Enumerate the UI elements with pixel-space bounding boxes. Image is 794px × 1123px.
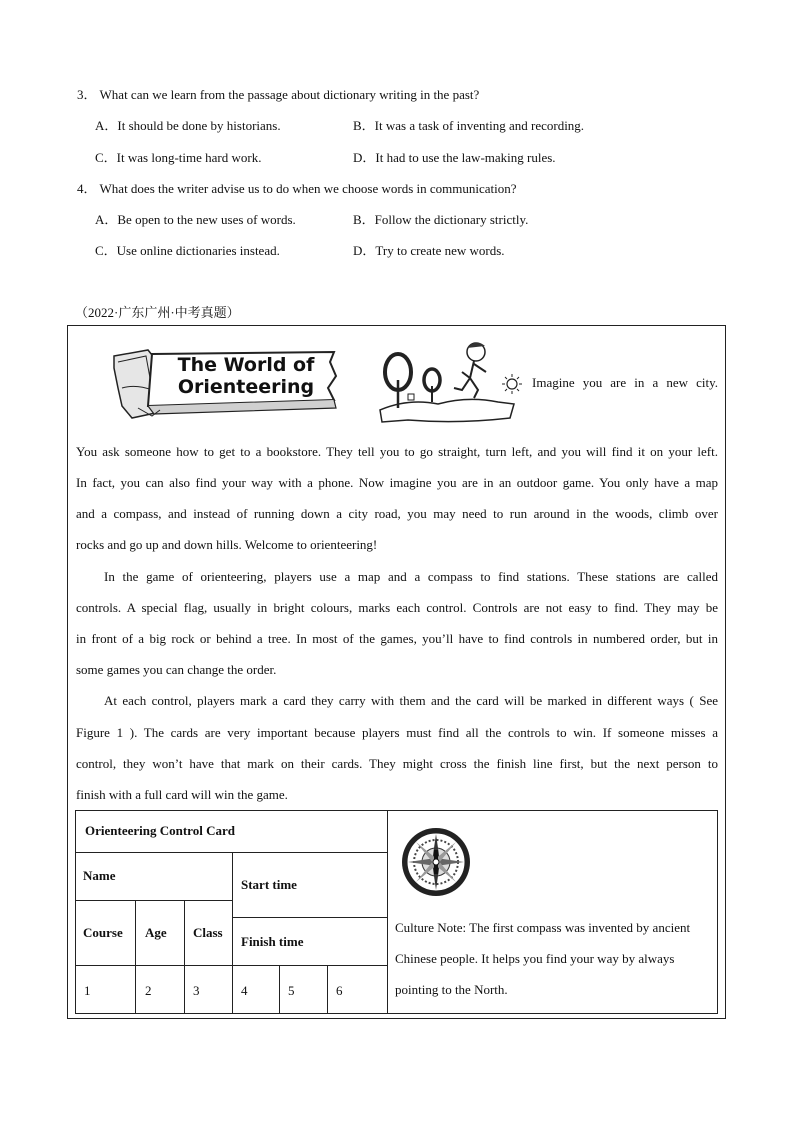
divider xyxy=(184,900,185,1014)
source-label: （2022·广东广州·中考真题） xyxy=(75,305,240,320)
banner-title-line-1: The World of xyxy=(177,354,315,376)
option-3a[interactable] xyxy=(95,115,281,134)
divider xyxy=(232,852,233,1014)
option-text: Use online dictionaries instead. xyxy=(116,243,280,258)
divider xyxy=(135,900,136,1014)
option-text: It was long-time hard work. xyxy=(116,150,262,165)
passage-line-7: controls. A special flag, usually in bright colours, marks each control. Controls are not easy to find. They may be xyxy=(76,600,718,615)
compass-image xyxy=(398,826,474,898)
option-4c[interactable] xyxy=(95,240,280,259)
option-4a[interactable] xyxy=(95,209,296,228)
passage-line-4: and a compass, and instead of running down a city road, you may need to run around in the woods, climb over xyxy=(76,506,718,521)
finish-time-label: Finish time xyxy=(241,934,304,949)
control-number: 5 xyxy=(288,983,295,998)
option-letter: C． xyxy=(95,243,117,258)
course-label: Course xyxy=(83,925,123,940)
question-text: What does the writer advise us to do when we choose words in communication? xyxy=(99,181,517,196)
divider xyxy=(75,965,387,966)
divider xyxy=(75,852,387,853)
question-4 xyxy=(77,178,517,197)
runner-with-trees-icon xyxy=(378,338,528,426)
control-number: 4 xyxy=(241,983,248,998)
banner-title xyxy=(156,354,336,398)
control-number: 6 xyxy=(336,983,343,998)
passage-line-12: control, they won’t have that mark on their cards. They might cross the finish line first, but the next person to xyxy=(76,756,718,771)
option-text: It should be done by historians. xyxy=(117,118,281,133)
option-3c[interactable] xyxy=(95,147,261,166)
question-number: 3． xyxy=(77,87,97,102)
class-label: Class xyxy=(193,925,223,940)
compass-icon xyxy=(398,826,474,898)
question-3 xyxy=(77,84,479,103)
banner-title-line-2: Orienteering xyxy=(177,376,315,398)
divider xyxy=(387,810,388,1014)
question-text: What can we learn from the passage about dictionary writing in the past? xyxy=(99,87,480,102)
option-4d[interactable] xyxy=(353,240,505,259)
culture-note: Culture Note: The first compass was invented by ancient Chinese people. It helps you find your way by always pointing to the North. xyxy=(395,920,691,997)
title-banner xyxy=(108,348,338,420)
card-title: Orienteering Control Card xyxy=(85,823,235,838)
option-text: Follow the dictionary strictly. xyxy=(374,212,529,227)
option-letter: A． xyxy=(95,118,118,133)
name-label: Name xyxy=(83,868,116,883)
option-letter: D． xyxy=(353,150,376,165)
option-letter: B． xyxy=(353,118,375,133)
start-time-label: Start time xyxy=(241,877,297,892)
option-letter: C． xyxy=(95,150,117,165)
passage-line-1: Imagine you are in a new city. xyxy=(532,375,718,390)
passage-line-3: In fact, you can also find your way with a phone. Now imagine you are in an outdoor game. You only have a map xyxy=(76,475,718,490)
runner-illustration xyxy=(378,338,528,426)
divider xyxy=(279,965,280,1014)
option-4b[interactable] xyxy=(353,209,528,228)
passage-line-8: in front of a big rock or behind a tree. In most of the games, you’ll have to find controls in numbered order, but in xyxy=(76,631,718,646)
passage-line-13: finish with a full card will win the game. xyxy=(76,787,288,802)
option-text: Try to create new words. xyxy=(375,243,505,258)
option-3d[interactable] xyxy=(353,147,556,166)
passage-line-11: Figure 1 ). The cards are very important because players must find all the controls to win. If someone misses a xyxy=(76,725,718,740)
option-letter: B． xyxy=(353,212,375,227)
age-label: Age xyxy=(145,925,167,940)
option-3b[interactable] xyxy=(353,115,584,134)
control-number: 1 xyxy=(84,983,91,998)
option-text: It had to use the law-making rules. xyxy=(375,150,556,165)
option-letter: D． xyxy=(353,243,376,258)
passage-line-6: In the game of orienteering, players use a map and a compass to find stations. These stations are called xyxy=(104,569,718,584)
option-text: It was a task of inventing and recording. xyxy=(374,118,585,133)
passage-line-10: At each control, players mark a card they carry with them and the card will be marked in different ways ( See xyxy=(104,693,718,708)
control-number: 2 xyxy=(145,983,152,998)
passage-line-5: rocks and go up and down hills. Welcome to orienteering! xyxy=(76,537,378,552)
passage-line-2: You ask someone how to get to a bookstore. They tell you to go straight, turn left, and you will find it on your left. xyxy=(76,444,718,459)
control-number: 3 xyxy=(193,983,200,998)
passage-line-9: some games you can change the order. xyxy=(76,662,277,677)
divider xyxy=(327,965,328,1014)
option-text: Be open to the new uses of words. xyxy=(117,212,296,227)
divider xyxy=(232,917,387,918)
question-number: 4． xyxy=(77,181,97,196)
option-letter: A． xyxy=(95,212,118,227)
divider xyxy=(75,900,232,901)
